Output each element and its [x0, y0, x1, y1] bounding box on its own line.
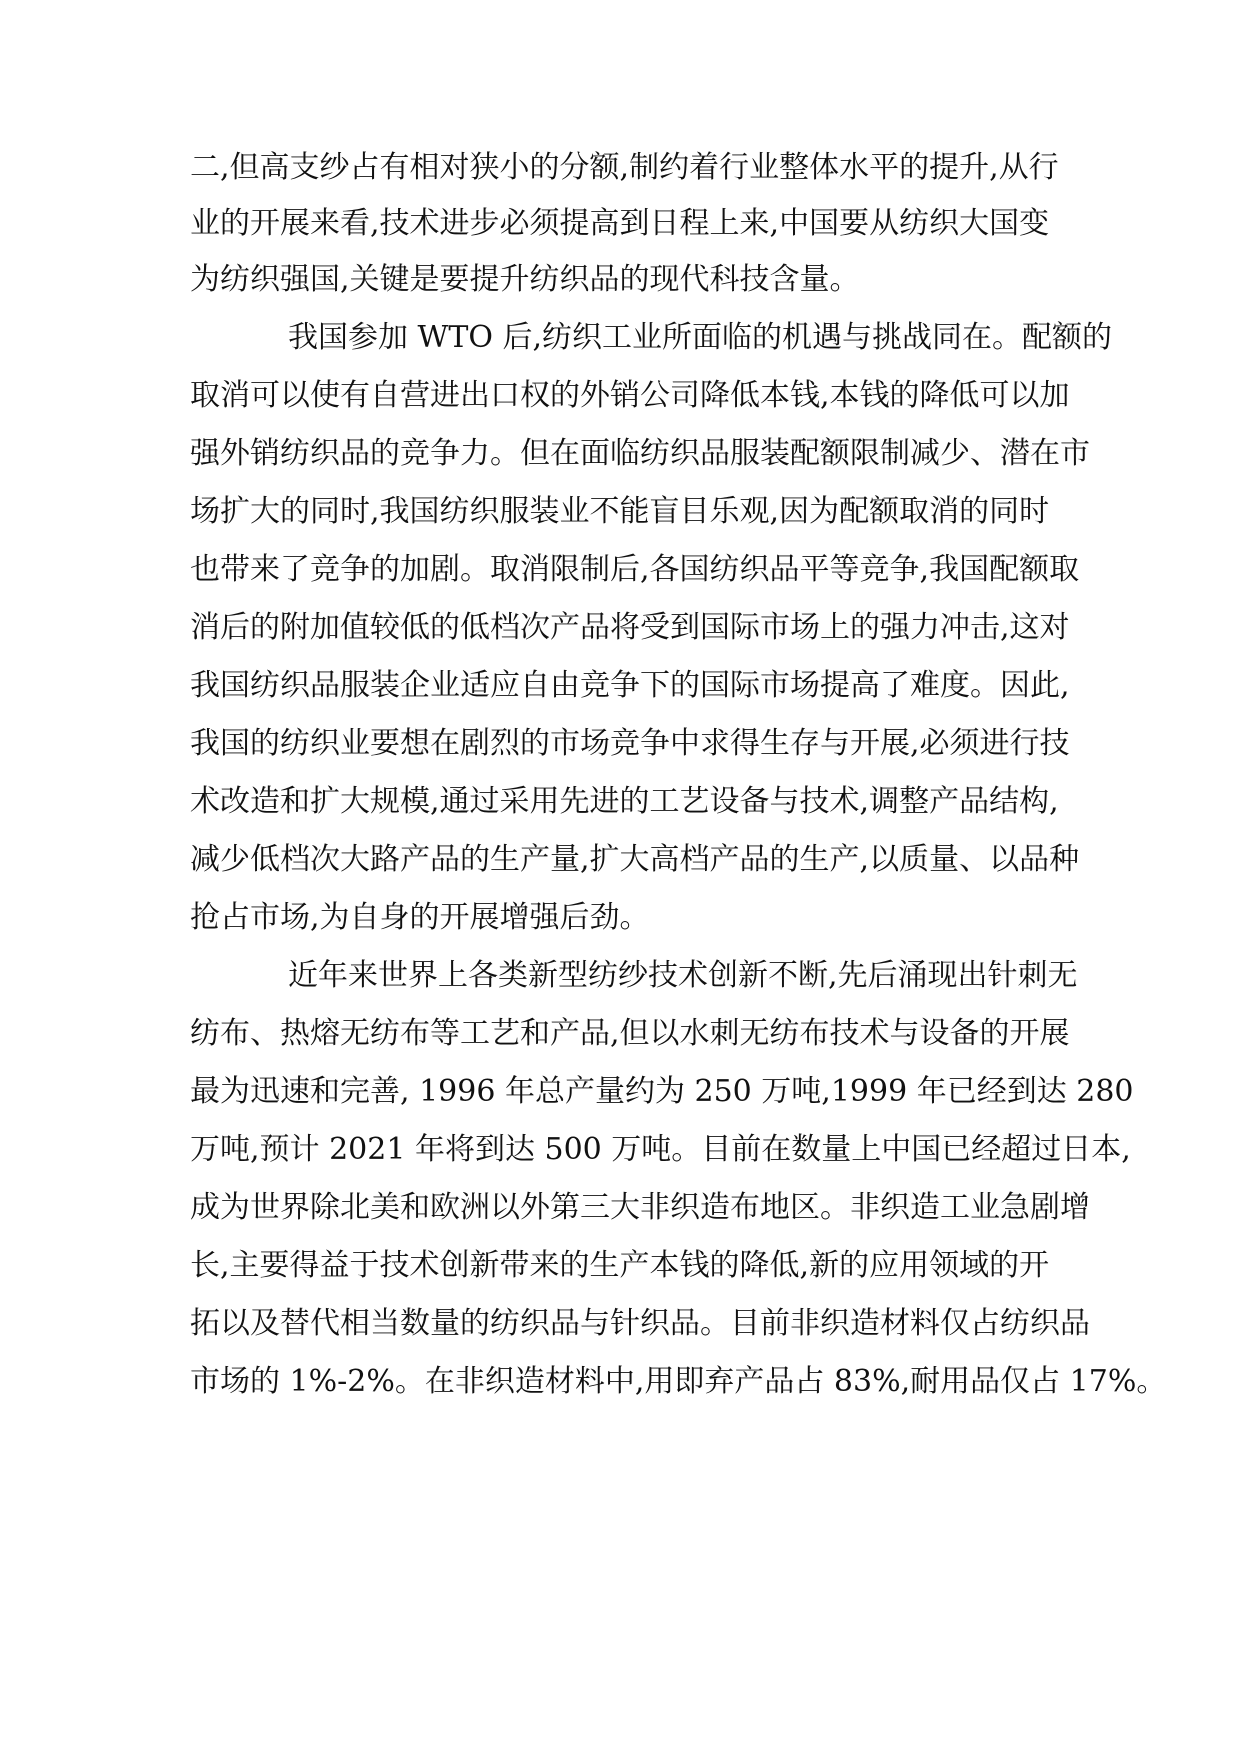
text-line: 长,主要得益于技术创新带来的生产本钱的降低,新的应用领域的开: [190, 1248, 1050, 1283]
text-line: 场扩大的同时,我国纺织服装业不能盲目乐观,因为配额取消的同时: [190, 494, 1050, 529]
text-line: 术改造和扩大规模,通过采用先进的工艺设备与技术,调整产品结构,: [190, 784, 1059, 819]
text-line: 近年来世界上各类新型纺纱技术创新不断,先后涌现出针刺无: [288, 958, 1078, 993]
text-line: 减少低档次大路产品的生产量,扩大高档产品的生产,以质量、以品种: [190, 842, 1080, 877]
text-line: 成为世界除北美和欧洲以外第三大非织造布地区。非织造工业急剧增: [190, 1190, 1090, 1225]
text-line: 也带来了竞争的加剧。取消限制后,各国纺织品平等竞争,我国配额取: [190, 552, 1080, 587]
text-line: 我国参加 WTO 后,纺织工业所面临的机遇与挑战同在。配额的: [288, 320, 1113, 355]
text-line: 纺布、热熔无纺布等工艺和产品,但以水刺无纺布技术与设备的开展: [190, 1016, 1070, 1051]
text-line: 拓以及替代相当数量的纺织品与针织品。目前非织造材料仅占纺织品: [190, 1306, 1090, 1341]
text-line: 万吨,预计 2021 年将到达 500 万吨。目前在数量上中国已经超过日本,: [190, 1132, 1131, 1167]
text-line: 取消可以使有自营进出口权的外销公司降低本钱,本钱的降低可以加: [190, 378, 1070, 413]
text-line: 抢占市场,为自身的开展增强后劲。: [190, 900, 650, 935]
text-line: 市场的 1%-2%。在非织造材料中,用即弃产品占 83%,耐用品仅占 17%。: [190, 1364, 1167, 1399]
text-line: 为纺织强国,关键是要提升纺织品的现代科技含量。: [190, 262, 860, 297]
text-line: 强外销纺织品的竞争力。但在面临纺织品服装配额限制减少、潜在市: [190, 436, 1090, 471]
text-line: 消后的附加值较低的低档次产品将受到国际市场上的强力冲击,这对: [190, 610, 1070, 645]
text-line: 我国纺织品服装企业适应自由竞争下的国际市场提高了难度。因此,: [190, 668, 1070, 703]
text-line: 业的开展来看,技术进步必须提高到日程上来,中国要从纺织大国变: [190, 206, 1050, 241]
text-line: 二,但高支纱占有相对狭小的分额,制约着行业整体水平的提升,从行: [190, 150, 1059, 185]
text-line: 我国的纺织业要想在剧烈的市场竞争中求得生存与开展,必须进行技: [190, 726, 1070, 761]
text-line: 最为迅速和完善, 1996 年总产量约为 250 万吨,1999 年已经到达 280: [190, 1074, 1134, 1109]
